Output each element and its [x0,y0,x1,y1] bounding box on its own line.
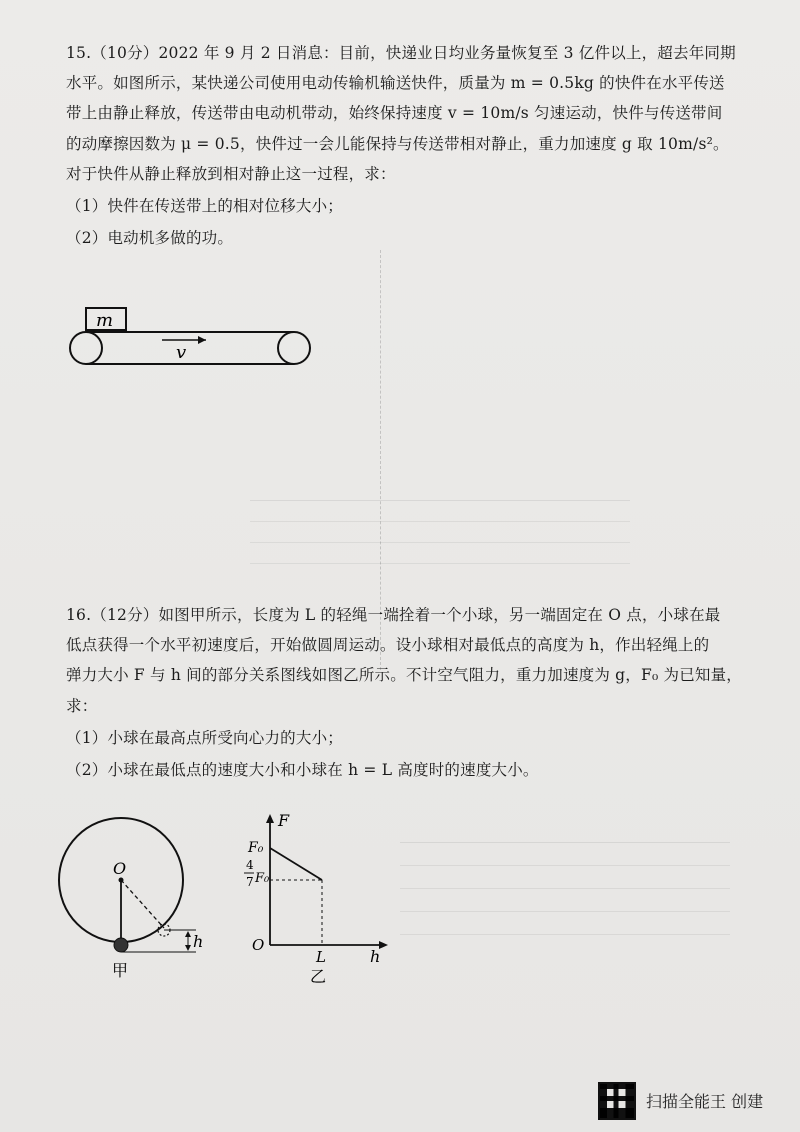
mass-label: m [96,310,114,331]
problem-15-line: 15.（10分）2022 年 9 月 2 日消息：目前，快递业日均业务量恢复至 3 亿件以上，超去年同期 [66,44,736,62]
height-label: h [193,932,204,951]
problem-15 [66,38,746,254]
figure-yi [232,810,402,985]
scanner-watermark: 扫描全能王 创建 [646,1092,764,1111]
x-axis-arrowhead [379,941,388,949]
figure-yi-caption: 乙 [310,967,327,985]
velocity-arrowhead [198,336,206,344]
tick-fraction-numerator: 4 [246,858,254,872]
figure-jia-caption: 甲 [112,961,129,980]
problem-15-subquestion-1: （1）快件在传送带上的相对位移大小； [66,197,343,216]
tick-L: L [316,948,326,966]
ball-bottom [114,938,128,952]
tick-f0: F₀ [248,840,264,856]
problem-16-line: 16.（12分）如图甲所示，长度为 L 的轻绳一端拴着一个小球，另一端固定在 O 点，小球在最 [66,606,721,624]
problem-15-subquestion-2: （2）电动机多做的功。 [66,229,234,248]
conveyor-belt-figure [66,300,316,380]
problem-15-line: 对于快件从静止释放到相对静止这一过程，求： [66,164,396,183]
problem-15-line: 的动摩擦因数为 μ = 0.5，快件过一会儿能保持与传送带相对静止，重力加速度 g 取 10m/s²。 [66,134,729,153]
origin-label: O [252,936,265,954]
tick-fraction-symbol: F₀ [255,871,270,886]
bleed-through-ghost-lower [400,820,730,1020]
tick-fraction-denominator: 7 [246,875,254,889]
problem-15-line: 水平。如图所示，某快递公司使用电动传输机输送快件，质量为 m = 0.5kg 的快件在水平传送 [66,74,725,93]
problem-16-line: 弹力大小 F 与 h 间的部分关系图线如图乙所示。不计空气阻力，重力加速度为 g，F₀ 为已知量， [66,666,742,685]
left-pulley [70,332,102,364]
problem-16 [66,600,746,785]
right-pulley [278,332,310,364]
height-arrowhead-up [185,931,191,937]
velocity-label: v [176,342,187,363]
height-arrowhead-down [185,945,191,951]
y-axis-label: F [278,811,290,830]
problem-16-subquestion-1: （1）小球在最高点所受向心力的大小； [66,728,343,747]
y-axis-arrowhead [266,814,274,823]
rope-dashed [121,880,164,928]
problem-16-subquestion-2: （2）小球在最低点的速度大小和小球在 h = L 高度时的速度大小。 [66,761,539,780]
center-label: O [113,859,127,878]
figure-jia [56,810,216,985]
problem-16-line: 求： [66,696,98,715]
bleed-through-ghost [250,480,630,580]
problem-16-line: 低点获得一个水平初速度后，开始做圆周运动。设小球相对最低点的高度为 h，作出轻绳上的 [66,636,710,655]
x-axis-label: h [370,947,381,966]
problem-15-line: 带上由静止释放，传送带由电动机带动，始终保持速度 v = 10m/s 匀速运动，快件与传送带间 [66,104,723,123]
qr-code-icon [598,1082,636,1120]
force-line [270,848,322,880]
